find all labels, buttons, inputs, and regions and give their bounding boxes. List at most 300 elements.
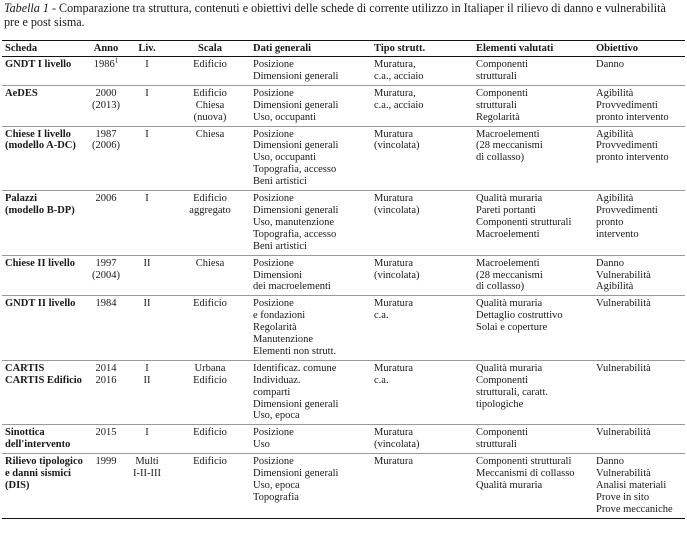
cell-line <box>476 399 590 411</box>
cell-scheda <box>2 85 88 126</box>
cell-line <box>596 140 682 152</box>
cell-tipo-strutt <box>371 126 473 191</box>
cell-text: e danni sismici <box>5 468 71 480</box>
cell-tipo-strutt <box>371 85 473 126</box>
cell-line <box>596 100 682 112</box>
cell-text: (vincolata) <box>374 439 420 451</box>
cell-line <box>5 258 85 270</box>
cell-text: c.a., acciaio <box>374 70 424 82</box>
cell-text: Edificio <box>193 59 227 70</box>
footnote-marker: 1 <box>114 56 119 65</box>
cell-text: Uso <box>253 439 270 451</box>
header-row <box>2 41 685 57</box>
table-row <box>2 57 685 86</box>
cell-elementi-valutati <box>473 126 593 191</box>
cell-line <box>127 193 167 205</box>
cell-line <box>5 456 85 468</box>
cell-liv <box>124 191 170 256</box>
cell-line <box>91 56 121 71</box>
cell-text: (2006) <box>92 140 120 152</box>
cell-text: Beni artistici <box>253 176 307 188</box>
cell-text: Muratura <box>374 193 414 205</box>
cell-text: Componenti strutturali <box>476 216 572 228</box>
cell-line <box>127 88 167 100</box>
cell-scala <box>170 126 250 191</box>
cell-text: Dimensioni generali <box>253 99 339 111</box>
cell-line <box>253 387 368 399</box>
cell-line <box>91 427 121 439</box>
cell-text: 2015 <box>95 427 117 439</box>
cell-text: Uso, epoca <box>253 480 300 491</box>
cell-line <box>253 140 368 152</box>
cell-line <box>476 427 590 439</box>
cell-line <box>374 270 470 282</box>
cell-text: Urbana <box>194 362 226 374</box>
cell-line <box>253 468 368 480</box>
cell-liv <box>124 57 170 86</box>
cell-text: Componenti <box>476 374 528 386</box>
cell-text: I <box>145 193 149 205</box>
cell-line <box>173 112 247 124</box>
cell-line <box>596 456 682 468</box>
cell-line <box>476 322 590 334</box>
cell-line <box>476 270 590 282</box>
cell-text: Agibilità <box>596 128 634 140</box>
cell-line <box>173 375 247 387</box>
cell-line <box>253 205 368 217</box>
cell-text: Vulnerabilità <box>596 362 651 374</box>
cell-text: Macroelementi <box>476 128 540 140</box>
cell-line <box>476 298 590 310</box>
cell-text: strutturali <box>476 70 517 82</box>
cell-text: intervento <box>596 228 639 240</box>
cell-text: Edificio <box>193 298 227 310</box>
cell-line <box>5 439 85 451</box>
cell-line <box>91 140 121 152</box>
cell-line <box>127 456 167 468</box>
cell-dati-generali <box>250 296 371 361</box>
cell-line <box>476 152 590 164</box>
cell-text: 2014 <box>95 362 117 374</box>
cell-text: Provvedimenti <box>596 140 658 152</box>
cell-line <box>476 59 590 71</box>
cell-text: Dimensioni generali <box>253 468 339 480</box>
header-dati: Dati generali <box>250 41 371 57</box>
cell-text: Muratura <box>374 362 414 374</box>
cell-text: Edificio <box>193 87 227 99</box>
cell-text: Componenti strutturali <box>476 456 572 468</box>
cell-line <box>253 439 368 451</box>
cell-anno <box>88 126 124 191</box>
cell-text: Chiese I livello <box>5 128 71 140</box>
cell-line <box>173 193 247 205</box>
cell-text: Muratura <box>374 427 414 439</box>
cell-liv <box>124 360 170 425</box>
cell-line <box>596 480 682 492</box>
cell-text: Macroelementi <box>476 257 540 269</box>
cell-obiettivo <box>593 296 685 361</box>
cell-line <box>476 439 590 451</box>
cell-text: Posizione <box>253 87 294 99</box>
cell-line <box>127 363 167 375</box>
cell-line <box>253 176 368 188</box>
cell-line <box>253 492 368 504</box>
cell-line <box>5 468 85 480</box>
cell-line <box>253 399 368 411</box>
cell-text: Agibilità <box>596 193 634 205</box>
cell-line <box>374 363 470 375</box>
cell-text: Vulnerabilità <box>596 269 651 281</box>
cell-line <box>91 298 121 310</box>
cell-text: di collasso) <box>476 152 525 164</box>
table-caption <box>4 1 684 29</box>
cell-line <box>476 468 590 480</box>
cell-line <box>374 310 470 322</box>
cell-text: Qualità muraria <box>476 193 543 205</box>
cell-anno <box>88 57 124 86</box>
cell-text: Provvedimenti <box>596 204 658 216</box>
table-row <box>2 454 685 519</box>
cell-text: pronto <box>596 216 624 228</box>
cell-text: Topografia, accesso <box>253 164 337 176</box>
cell-line <box>596 504 682 516</box>
cell-text: Posizione <box>253 257 294 269</box>
cell-scala <box>170 57 250 86</box>
cell-text: Muratura, <box>374 59 416 70</box>
cell-text: (vincolata) <box>374 204 420 216</box>
cell-text: II <box>143 257 151 269</box>
cell-line <box>476 112 590 124</box>
cell-line <box>374 298 470 310</box>
cell-scheda <box>2 191 88 256</box>
cell-text: (modello A-DC) <box>5 140 76 152</box>
cell-dati-generali <box>250 57 371 86</box>
cell-line <box>91 193 121 205</box>
cell-line <box>127 129 167 141</box>
cell-text: Agibilità <box>596 281 634 293</box>
cell-line <box>476 140 590 152</box>
cell-anno <box>88 454 124 519</box>
cell-line <box>374 375 470 387</box>
cell-dati-generali <box>250 85 371 126</box>
cell-text: I <box>145 362 149 374</box>
cell-text: Regolarità <box>476 111 520 123</box>
cell-tipo-strutt <box>371 454 473 519</box>
cell-text: AeDES <box>5 87 38 99</box>
cell-line <box>127 427 167 439</box>
cell-scheda <box>2 454 88 519</box>
cell-text: Componenti <box>476 427 528 439</box>
cell-text: Posizione <box>253 427 294 439</box>
cell-line <box>253 298 368 310</box>
cell-text: pronto intervento <box>596 111 669 123</box>
cell-elementi-valutati <box>473 454 593 519</box>
cell-text: 1984 <box>95 298 117 310</box>
cell-text: Meccanismi di collasso <box>476 468 575 480</box>
cell-text: c.a. <box>374 310 389 322</box>
cell-line <box>253 334 368 346</box>
cell-line <box>173 456 247 468</box>
cell-text: I <box>145 427 149 439</box>
cell-scheda <box>2 296 88 361</box>
cell-text: Vulnerabilità <box>596 298 651 310</box>
cell-elementi-valutati <box>473 425 593 454</box>
cell-line <box>253 152 368 164</box>
cell-text: Solai e coperture <box>476 322 548 334</box>
cell-scala <box>170 255 250 296</box>
cell-text: Dimensioni generali <box>253 140 339 152</box>
cell-line <box>127 468 167 480</box>
cell-line <box>374 456 470 468</box>
table-row <box>2 126 685 191</box>
cell-scala <box>170 360 250 425</box>
cell-text: Agibilità <box>596 87 634 99</box>
table-row <box>2 296 685 361</box>
table-row <box>2 191 685 256</box>
cell-line <box>476 375 590 387</box>
cell-text: 2006 <box>95 193 117 205</box>
cell-text: Identificaz. comune <box>253 362 337 374</box>
cell-line <box>476 456 590 468</box>
table-row <box>2 255 685 296</box>
header-anno: Anno <box>88 41 124 57</box>
cell-text: Muratura <box>374 298 414 310</box>
cell-liv <box>124 85 170 126</box>
cell-text: Prove in sito <box>596 491 650 503</box>
table-row <box>2 85 685 126</box>
cell-line <box>5 193 85 205</box>
cell-text: Uso, occupanti <box>253 111 316 123</box>
cell-scheda <box>2 57 88 86</box>
cell-line <box>596 88 682 100</box>
cell-line <box>596 492 682 504</box>
cell-line <box>253 217 368 229</box>
cell-line <box>91 129 121 141</box>
cell-line <box>596 129 682 141</box>
cell-tipo-strutt <box>371 191 473 256</box>
cell-anno <box>88 191 124 256</box>
cell-line <box>476 205 590 217</box>
header-obiettivo: Obiettivo <box>593 41 685 57</box>
comparison-table <box>2 40 685 519</box>
header-tipo: Tipo strutt. <box>371 41 473 57</box>
cell-text: 1986 <box>93 59 115 70</box>
cell-obiettivo <box>593 57 685 86</box>
cell-text: Vulnerabilità <box>596 468 651 480</box>
cell-obiettivo <box>593 85 685 126</box>
cell-line <box>476 88 590 100</box>
cell-text: c.a. <box>374 374 389 386</box>
cell-line <box>374 205 470 217</box>
cell-line <box>476 217 590 229</box>
cell-liv <box>124 296 170 361</box>
cell-dati-generali <box>250 454 371 519</box>
cell-text: II <box>143 298 151 310</box>
cell-text: Posizione <box>253 59 294 70</box>
cell-line <box>253 322 368 334</box>
cell-line <box>253 270 368 282</box>
cell-text: Pareti portanti <box>476 204 536 216</box>
cell-line <box>476 480 590 492</box>
cell-line <box>91 270 121 282</box>
cell-dati-generali <box>250 191 371 256</box>
cell-line <box>173 258 247 270</box>
cell-line <box>476 229 590 241</box>
cell-line <box>173 205 247 217</box>
cell-line <box>596 59 682 71</box>
cell-text: dei macroelementi <box>253 281 331 293</box>
cell-line <box>374 193 470 205</box>
cell-line <box>5 129 85 141</box>
cell-line <box>374 88 470 100</box>
cell-text: Dimensioni <box>253 269 302 281</box>
cell-line <box>253 112 368 124</box>
cell-text: Analisi materiali <box>596 480 667 491</box>
cell-line <box>374 439 470 451</box>
cell-line <box>476 100 590 112</box>
cell-text: (28 meccanismi <box>476 269 543 281</box>
cell-line <box>476 258 590 270</box>
cell-liv <box>124 255 170 296</box>
cell-line <box>127 258 167 270</box>
cell-line <box>596 363 682 375</box>
cell-dati-generali <box>250 360 371 425</box>
cell-line <box>5 88 85 100</box>
cell-text: (2004) <box>92 269 120 281</box>
cell-line <box>374 427 470 439</box>
cell-line <box>596 270 682 282</box>
cell-text: Vulnerabilità <box>596 427 651 439</box>
cell-tipo-strutt <box>371 57 473 86</box>
cell-text: Chiese II livello <box>5 257 75 269</box>
cell-text: Macroelementi <box>476 228 540 240</box>
cell-text: GNDT I livello <box>5 59 72 70</box>
cell-line <box>173 100 247 112</box>
cell-text: Muratura, <box>374 87 416 99</box>
cell-text: aggregato <box>189 204 231 216</box>
cell-obiettivo <box>593 454 685 519</box>
cell-text: Elementi non strutt. <box>253 345 337 357</box>
cell-line <box>253 363 368 375</box>
cell-elementi-valutati <box>473 296 593 361</box>
cell-text: Topografia, accesso <box>253 228 337 240</box>
cell-line <box>476 281 590 293</box>
cell-line <box>596 205 682 217</box>
cell-line <box>596 152 682 164</box>
cell-text: Qualità muraria <box>476 480 543 491</box>
cell-line <box>596 112 682 124</box>
cell-text: Dettaglio costruttivo <box>476 310 563 322</box>
cell-line <box>173 363 247 375</box>
cell-line <box>127 59 167 71</box>
cell-line <box>596 193 682 205</box>
cell-text: I <box>145 87 149 99</box>
cell-text: Provvedimenti <box>596 99 658 111</box>
cell-obiettivo <box>593 191 685 256</box>
cell-line <box>5 427 85 439</box>
cell-text: comparti <box>253 386 291 398</box>
cell-line <box>253 281 368 293</box>
cell-text: Dimensioni generali <box>253 398 339 410</box>
cell-line <box>5 480 85 492</box>
cell-line <box>5 375 85 387</box>
cell-elementi-valutati <box>473 85 593 126</box>
cell-text: Posizione <box>253 193 294 205</box>
cell-text: Prove meccaniche <box>596 503 673 515</box>
cell-text: Multi <box>135 456 159 468</box>
cell-line <box>5 140 85 152</box>
cell-line <box>253 241 368 253</box>
cell-scala <box>170 454 250 519</box>
cell-text: Chiesa <box>195 257 225 269</box>
cell-text: Danno <box>596 59 624 70</box>
cell-line <box>374 100 470 112</box>
cell-text: Chiesa <box>195 99 225 111</box>
cell-text: strutturali <box>476 99 517 111</box>
cell-text: Palazzi <box>5 193 38 205</box>
cell-line <box>173 427 247 439</box>
cell-text: 1997 <box>95 257 117 269</box>
caption-text: - Comparazione tra struttura, contenuti e obiettivi delle schede di corrente utilizzo in Italiaper il rilievo di danno e vulnerabilità pre e post sisma. <box>4 1 666 29</box>
cell-liv <box>124 454 170 519</box>
cell-text: Rilievo tipologico <box>5 456 83 468</box>
table-row <box>2 425 685 454</box>
cell-line <box>173 59 247 71</box>
cell-line <box>91 88 121 100</box>
cell-text: Muratura <box>374 257 414 269</box>
cell-line <box>253 100 368 112</box>
cell-line <box>91 375 121 387</box>
cell-text: I <box>145 128 149 140</box>
cell-line <box>253 129 368 141</box>
cell-text: Dimensioni generali <box>253 204 339 216</box>
cell-dati-generali <box>250 126 371 191</box>
cell-line <box>253 480 368 492</box>
header-scala: Scala <box>170 41 250 57</box>
cell-text: Sinottica <box>5 427 45 439</box>
cell-line <box>374 258 470 270</box>
cell-line <box>253 258 368 270</box>
cell-text: I <box>145 59 149 70</box>
cell-line <box>476 71 590 83</box>
cell-line <box>476 193 590 205</box>
cell-text: Muratura <box>374 456 414 468</box>
cell-line <box>374 71 470 83</box>
cell-text: (modello B-DP) <box>5 204 75 216</box>
cell-text: dell'intervento <box>5 439 71 451</box>
cell-line <box>596 281 682 293</box>
cell-tipo-strutt <box>371 425 473 454</box>
cell-text: Posizione <box>253 298 294 310</box>
cell-text: GNDT II livello <box>5 298 76 310</box>
cell-text: Qualità muraria <box>476 298 543 310</box>
cell-text: Posizione <box>253 128 294 140</box>
cell-line <box>374 59 470 71</box>
cell-text: Posizione <box>253 456 294 468</box>
cell-line <box>596 229 682 241</box>
cell-text: Chiesa <box>195 128 225 140</box>
cell-line <box>5 298 85 310</box>
cell-text: Regolarità <box>253 322 297 334</box>
cell-text: Beni artistici <box>253 240 307 252</box>
cell-text: strutturali <box>476 439 517 451</box>
cell-line <box>253 71 368 83</box>
cell-line <box>5 59 85 71</box>
header-scheda: Scheda <box>2 41 88 57</box>
cell-line <box>253 164 368 176</box>
cell-line <box>253 88 368 100</box>
cell-line <box>596 468 682 480</box>
